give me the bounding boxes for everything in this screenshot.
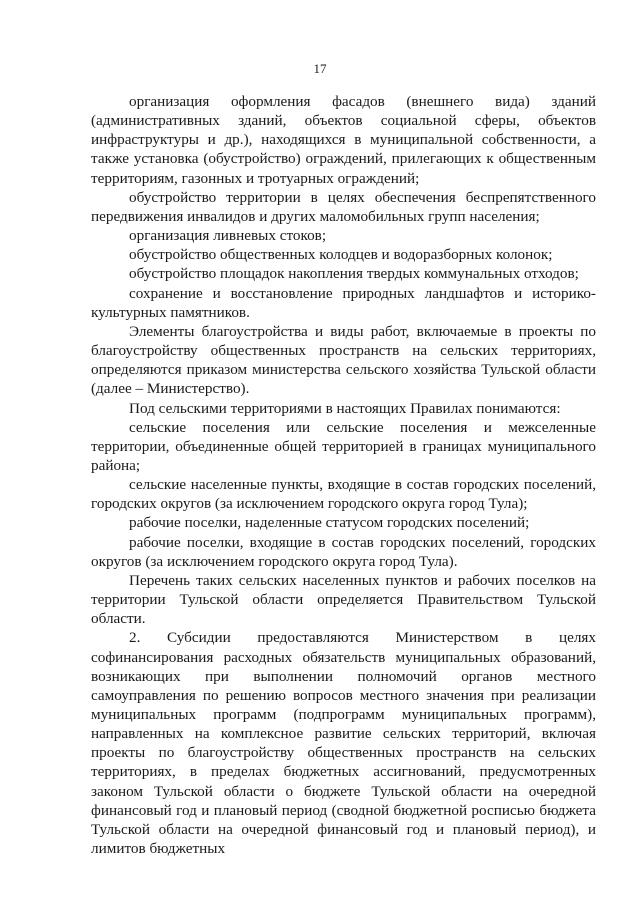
page-number: 17 [313,61,327,76]
paragraph-list-government: Перечень таких сельских населенных пунктов и рабочих поселков на территории Тульской области определяется Правительством Тульской области. [91,571,596,628]
paragraph-waste-sites: обустройство площадок накопления твердых коммунальных отходов; [129,265,579,283]
document-body [91,92,596,858]
paragraph-facade-design: организация оформления фасадов (внешнего вида) зданий (административных зданий, объектов социальной сферы, объектов инфраструктуры и др.), находящихся в муниципальной собственности, а также установка (обустройство) ограждений, прилегающих к общественным территориям, газонных и тротуарных ограждений; [91,93,596,187]
paragraph-storm-drains: организация ливневых стоков; [129,227,327,245]
paragraph-rural-settlements: сельские поселения или сельские поселения и межселенные территории, объединенные общей территорией в границах муниципального района; [91,418,596,474]
paragraph-rural-localities: сельские населенные пункты, входящие в состав городских поселений, городских округов (за исключением городского округа город Тула); [91,476,596,513]
paragraph-accessibility: обустройство территории в целях обеспечения беспрепятственного передвижения инвалидов и других маломобильных групп населения; [91,188,596,225]
paragraph-ministry-order: Элементы благоустройства и виды работ, включаемые в проекты по благоустройству общественных пространств на сельских территориях, определяются приказом министерства сельского хозяйства Тульской области (далее – Министерство). [91,322,596,398]
paragraph-rural-definition: Под сельскими территориями в настоящих Правилах понимаются: [129,399,561,417]
paragraph-work-settlements-included: рабочие поселки, входящие в состав городских поселений, городских округов (за исключением городского округа город Тула). [91,533,596,570]
paragraph-section-2-subsidies: 2. Субсидии предоставляются Министерством в целях софинансирования расходных обязательств муниципальных образований, возникающих при выполнении полномочий органов местного самоуправления по решению вопросов местного значения при реализации муниципальных программ (подпрограмм муниципальных программ), направленных на комплексное развитие сельских территорий, включая проекты по благоустройству общественных пространств на сельских территориях, в пределах бюджетных ассигнований, предусмотренных законом Тульской области о бюджете Тульской области на очередной финансовый год и плановый период (сводной бюджетной росписью бюджета Тульской области на очередной финансовый год и плановый период), и лимитов бюджетных [91,629,596,858]
paragraph-wells: обустройство общественных колодцев и водоразборных колонок; [129,246,553,264]
paragraph-landscapes: сохранение и восстановление природных ландшафтов и историко-культурных памятников. [91,284,596,321]
paragraph-work-settlements-status: рабочие поселки, наделенные статусом городских поселений; [129,514,530,532]
